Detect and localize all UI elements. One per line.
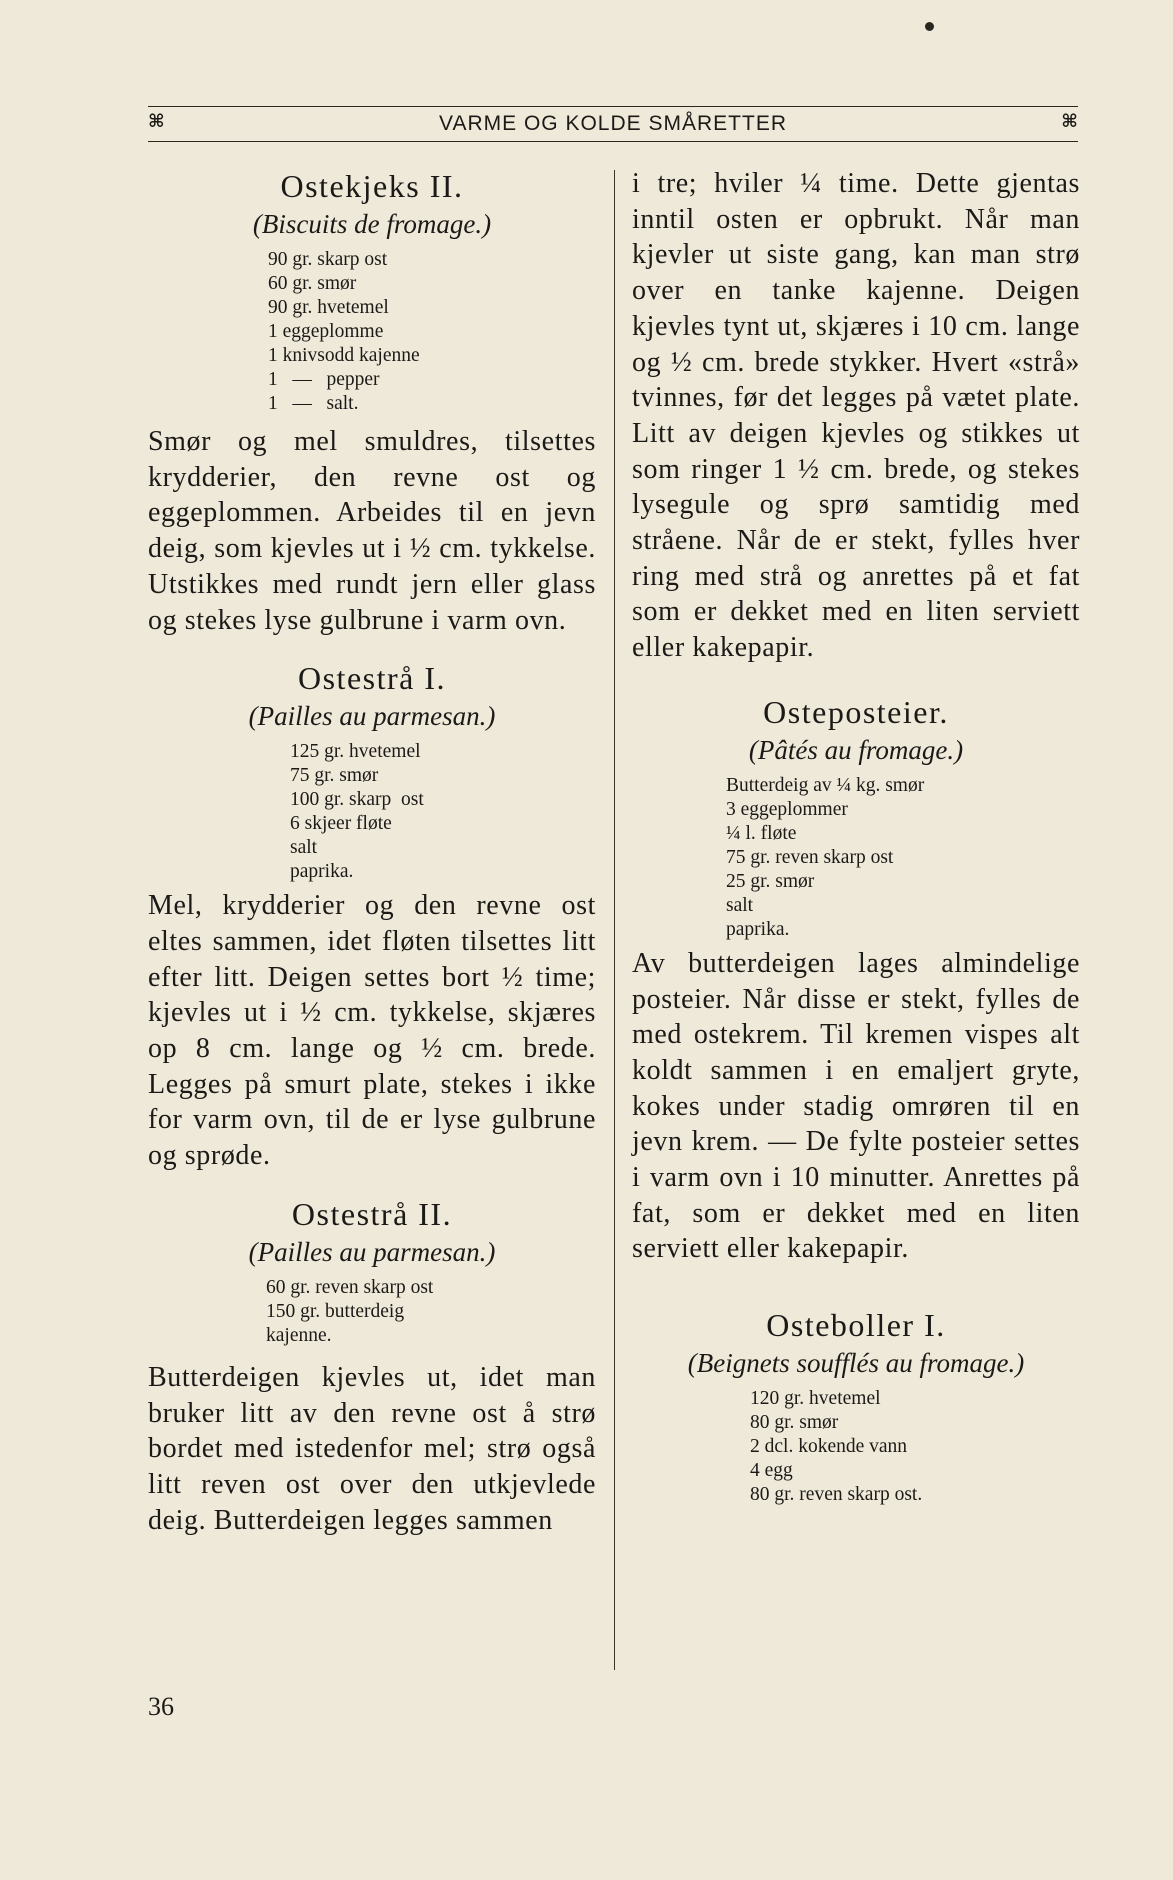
recipe-instructions: Butterdeigen kjevles ut, idet man bruker litt av den revne ost å strø bordet med istedenfor mel; strø også litt reven ost over den utkjevlede deig. Butterdeigen legges sammen [148, 1361, 596, 1536]
ingredient-list [726, 774, 1080, 942]
ingredient: salt [726, 894, 754, 916]
recipe-title: Ostestrå I. [297, 660, 446, 697]
header-title: VARME OG KOLDE SMÅRETTER [439, 112, 787, 135]
ornament-left-icon: ⌘ [148, 111, 165, 132]
recipe-title: Ostekjeks II. [280, 168, 464, 204]
recipe-instructions: Smør og mel smuldres, tilsettes krydderier, den revne ost og eggeplommen. Arbeides til en jevn deig, som kjevles ut i ½ cm. tykkelse. Utstikkes med rundt jern eller glass og stekes lyse gulbrune i varm ovn. [148, 426, 596, 636]
ingredient: 120 gr. hvetemel [750, 1388, 881, 1410]
ingredient: 75 gr. smør [290, 765, 379, 787]
ingredient: 6 skjeer fløte [290, 813, 392, 835]
ingredient: 1 — pepper [268, 369, 380, 390]
recipe-subtitle: (Beignets soufflés au fromage.) [687, 1348, 1025, 1379]
ingredient: 60 gr. reven skarp ost [266, 1276, 434, 1298]
ingredient: 100 gr. skarp ost [290, 789, 424, 811]
recipe-title: Osteposteier. [763, 693, 949, 730]
ingredient: 60 gr. smør [268, 273, 357, 294]
ornament-right-icon: ⌘ [1061, 111, 1078, 132]
ingredient: 80 gr. reven skarp ost. [750, 1484, 923, 1506]
ingredient: 125 gr. hvetemel [290, 741, 421, 763]
ingredient: 1 knivsodd kajenne [268, 345, 420, 366]
ingredient: salt [290, 837, 318, 859]
ingredient: 2 dcl. kokende vann [750, 1436, 908, 1458]
ink-dot [925, 22, 934, 31]
ingredient: kajenne. [266, 1324, 332, 1346]
ingredient: ¼ l. fløte [726, 822, 797, 844]
ingredient: paprika. [726, 918, 790, 940]
recipe-ostekjeks-2 [148, 166, 596, 638]
ingredient: 4 egg [750, 1460, 793, 1482]
ingredient: 75 gr. reven skarp ost [726, 846, 894, 868]
ingredient: 25 gr. smør [726, 870, 815, 892]
recipe-subtitle: (Biscuits de fromage.) [252, 209, 492, 239]
recipe-instructions-continued: i tre; hviler ¼ time. Dette gjentas inntil osten er opbrukt. Når man kjevler ut siste gang, kan man strø over en tanke kajenne. Deigen kjevles tynt ut, skjæres i 10 cm. lange og ½ cm. brede stykker. Hvert «strå» tvinnes, før det legges på vætet plate. Litt av deigen kjevles og stikkes ut som ringer 1 ½ cm. brede, og stekes lysegule og sprø samtidig med stråene. Når de er stekt, fylles hver ring med strå og anrettes på et fat som er dekket med en liten serviett eller kakepapir. [632, 168, 1080, 664]
ingredient: 90 gr. hvetemel [268, 297, 389, 318]
ingredient-list [268, 248, 596, 416]
running-header [148, 106, 1078, 142]
column-divider [614, 170, 615, 1670]
recipe-instructions: Av butterdeigen lages almindelige posteier. Når disse er stekt, fylles de med ostekrem. Til kremen vispes alt koldt sammen i en emaljert gryte, kokes under stadig omrøren til en jevn krem. — De fylte posteier settes i varm ovn i 10 minutter. Anrettes på fat, som er dekket med en liten serviett eller kakepapir. [632, 947, 1080, 1265]
ingredient-list [290, 740, 596, 884]
ingredient: 80 gr. smør [750, 1412, 839, 1434]
recipe-osteposteier [632, 692, 1080, 1267]
recipe-ostestra-1 [148, 658, 596, 1174]
ingredient: 1 eggeplomme [268, 321, 384, 342]
recipe-subtitle: (Pailles au parmesan.) [248, 701, 496, 732]
ingredient: Butterdeig av ¼ kg. smør [726, 774, 925, 796]
ingredient-list [266, 1276, 596, 1348]
ingredient: paprika. [290, 861, 354, 883]
ingredient: 150 gr. butterdeig [266, 1300, 405, 1322]
page-number: 36 [148, 1692, 174, 1721]
ingredient: 3 eggeplommer [726, 798, 848, 820]
recipe-instructions: Mel, krydderier og den revne ost eltes sammen, idet fløten tilsettes litt efter litt. Deigen settes bort ½ time; kjevles ut i ½ cm. tykkelse, skjæres op 8 cm. lange og ½ cm. brede. Legges på smurt plate, stekes i ikke for varm ovn, til de er lyse gulbrune og sprøde. [148, 890, 596, 1172]
ingredient-list [750, 1387, 1080, 1507]
recipe-subtitle: (Pailles au parmesan.) [248, 1236, 496, 1267]
recipe-ostestra-2 [148, 1194, 596, 1539]
left-column [148, 166, 596, 1538]
recipe-subtitle: (Pâtés au fromage.) [748, 734, 964, 765]
recipe-title: Osteboller I. [766, 1307, 946, 1344]
right-column [632, 166, 1080, 1507]
ingredient: 90 gr. skarp ost [268, 249, 388, 270]
recipe-title: Ostestrå II. [291, 1195, 453, 1232]
recipe-osteboller-1 [632, 1305, 1080, 1507]
ingredient: 1 — salt. [268, 393, 359, 414]
